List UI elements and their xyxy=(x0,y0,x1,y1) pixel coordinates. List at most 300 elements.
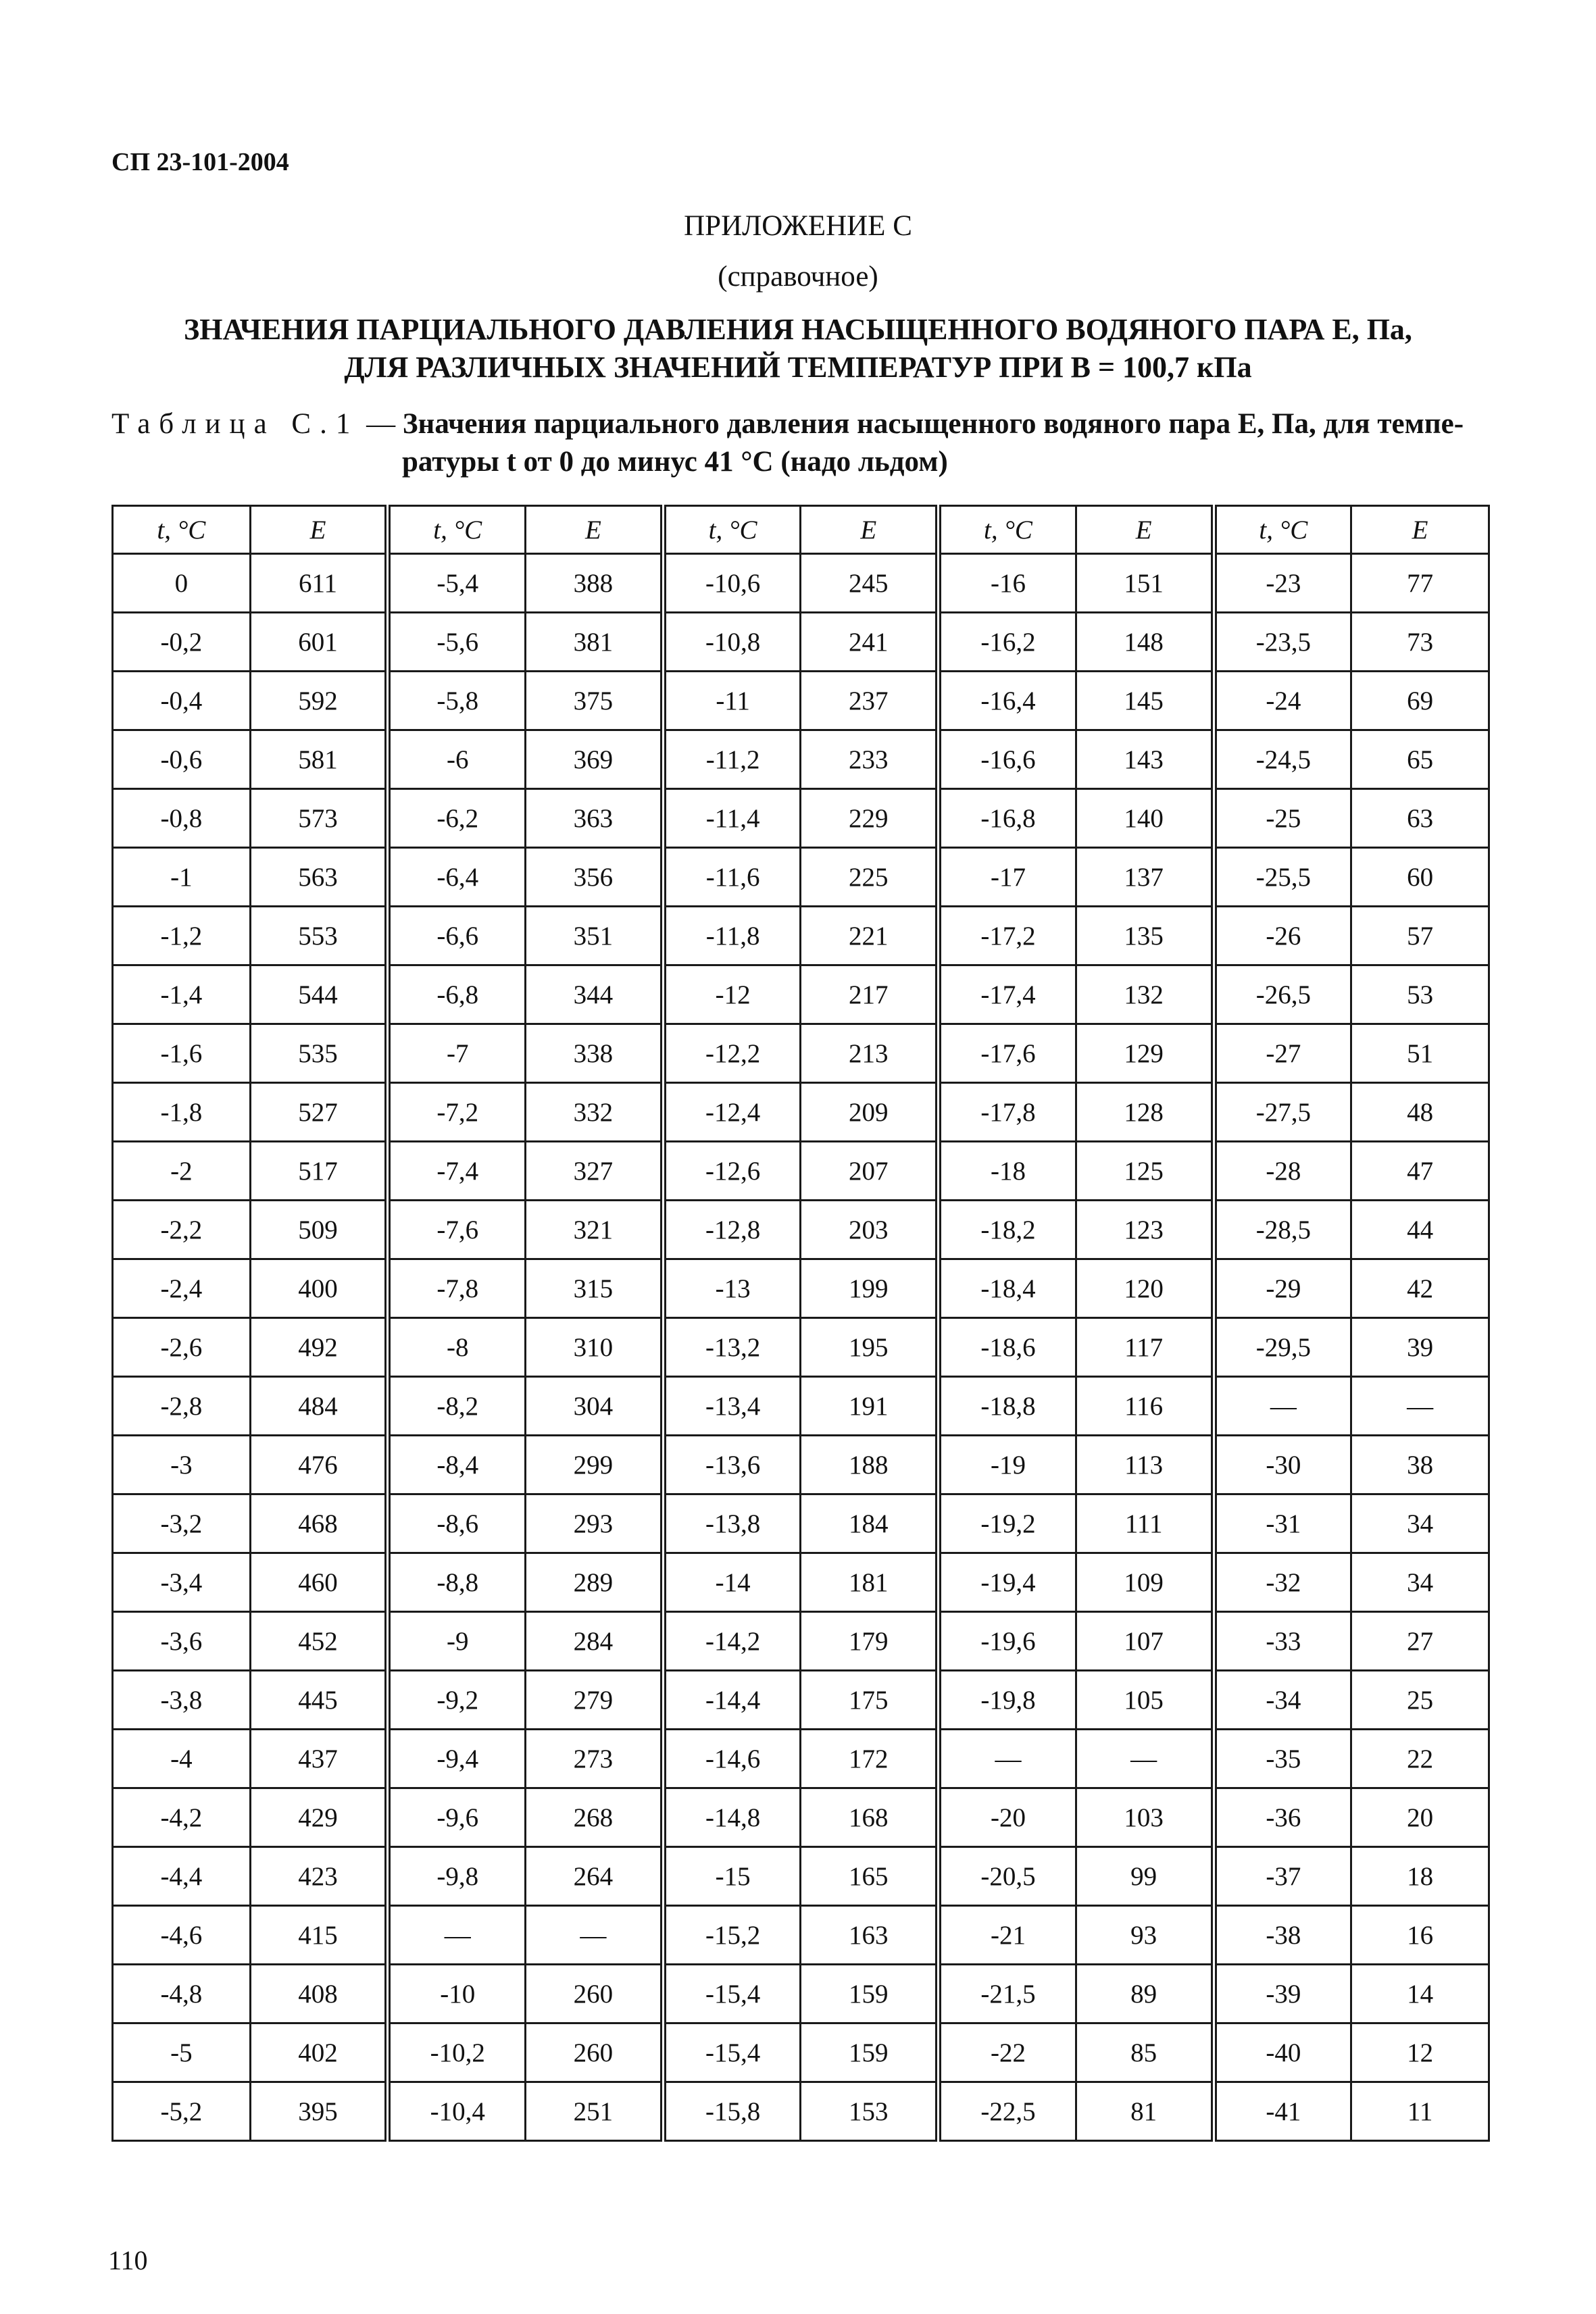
table-row xyxy=(113,1377,1489,1436)
temperature-cell: -1,8 xyxy=(113,1083,251,1142)
temperature-cell: -16,6 xyxy=(939,730,1076,789)
temperature-cell: -9 xyxy=(388,1612,526,1671)
pressure-cell: 51 xyxy=(1351,1024,1489,1083)
temperature-cell: -30 xyxy=(1214,1436,1351,1494)
temperature-cell: — xyxy=(388,1906,526,1965)
pressure-cell: 120 xyxy=(1076,1259,1214,1318)
temperature-cell: -14,4 xyxy=(663,1671,801,1730)
table-row xyxy=(113,1083,1489,1142)
temperature-cell: -1,2 xyxy=(113,907,251,965)
temperature-cell: -10,8 xyxy=(663,613,801,672)
pressure-cell: 18 xyxy=(1351,1847,1489,1906)
main-title-line1: ЗНАЧЕНИЯ ПАРЦИАЛЬНОГО ДАВЛЕНИЯ НАСЫЩЕННОГО ВОДЯНОГО ПАРА E, Па, xyxy=(184,313,1412,346)
pressure-cell: 179 xyxy=(801,1612,939,1671)
pressure-cell: 293 xyxy=(526,1494,664,1553)
column-header: E xyxy=(526,506,664,554)
temperature-cell: -4,8 xyxy=(113,1965,251,2023)
temperature-cell: -16 xyxy=(939,554,1076,613)
pressure-cell: 111 xyxy=(1076,1494,1214,1553)
temperature-cell: -10 xyxy=(388,1965,526,2023)
pressure-cell: 284 xyxy=(526,1612,664,1671)
pressure-cell: 93 xyxy=(1076,1906,1214,1965)
pressure-cell: 42 xyxy=(1351,1259,1489,1318)
temperature-cell: -21 xyxy=(939,1906,1076,1965)
temperature-cell: -27 xyxy=(1214,1024,1351,1083)
table-row xyxy=(113,1906,1489,1965)
pressure-cell: 251 xyxy=(526,2082,664,2141)
pressure-cell: 107 xyxy=(1076,1612,1214,1671)
table-row xyxy=(113,1671,1489,1730)
pressure-cell: 135 xyxy=(1076,907,1214,965)
table-row xyxy=(113,2082,1489,2141)
temperature-cell: -10,6 xyxy=(663,554,801,613)
temperature-cell: -17,8 xyxy=(939,1083,1076,1142)
column-header: E xyxy=(250,506,388,554)
temperature-cell: -3,6 xyxy=(113,1612,251,1671)
temperature-cell: -26,5 xyxy=(1214,965,1351,1024)
pressure-cell: 395 xyxy=(250,2082,388,2141)
table-row xyxy=(113,965,1489,1024)
pressure-cell: 188 xyxy=(801,1436,939,1494)
pressure-cell: 16 xyxy=(1351,1906,1489,1965)
temperature-cell: -14 xyxy=(663,1553,801,1612)
temperature-cell: -41 xyxy=(1214,2082,1351,2141)
column-header: E xyxy=(1076,506,1214,554)
temperature-cell: — xyxy=(1214,1377,1351,1436)
temperature-cell: -11,2 xyxy=(663,730,801,789)
temperature-cell: -6,8 xyxy=(388,965,526,1024)
pressure-cell: 381 xyxy=(526,613,664,672)
temperature-cell: -0,6 xyxy=(113,730,251,789)
pressure-cell: 48 xyxy=(1351,1083,1489,1142)
pressure-cell: 509 xyxy=(250,1201,388,1259)
table-row xyxy=(113,1024,1489,1083)
pressure-cell: 402 xyxy=(250,2023,388,2082)
temperature-cell: -13,6 xyxy=(663,1436,801,1494)
vapor-pressure-table xyxy=(111,505,1490,2142)
temperature-cell: -37 xyxy=(1214,1847,1351,1906)
pressure-cell: 159 xyxy=(801,1965,939,2023)
temperature-cell: -8,2 xyxy=(388,1377,526,1436)
pressure-cell: 81 xyxy=(1076,2082,1214,2141)
column-header: t, °С xyxy=(1214,506,1351,554)
pressure-cell: 11 xyxy=(1351,2082,1489,2141)
temperature-cell: 0 xyxy=(113,554,251,613)
temperature-cell: -6,2 xyxy=(388,789,526,848)
table-row xyxy=(113,1730,1489,1788)
pressure-cell: 143 xyxy=(1076,730,1214,789)
column-header: t, °С xyxy=(113,506,251,554)
temperature-cell: -1 xyxy=(113,848,251,907)
temperature-cell: -40 xyxy=(1214,2023,1351,2082)
pressure-cell: 140 xyxy=(1076,789,1214,848)
pressure-cell: 221 xyxy=(801,907,939,965)
pressure-cell: 369 xyxy=(526,730,664,789)
pressure-cell: 132 xyxy=(1076,965,1214,1024)
pressure-cell: — xyxy=(1351,1377,1489,1436)
temperature-cell: -39 xyxy=(1214,1965,1351,2023)
temperature-cell: -23 xyxy=(1214,554,1351,613)
table-row xyxy=(113,1436,1489,1494)
pressure-cell: 116 xyxy=(1076,1377,1214,1436)
pressure-cell: 53 xyxy=(1351,965,1489,1024)
page-number: 110 xyxy=(108,2245,148,2275)
temperature-cell: -29 xyxy=(1214,1259,1351,1318)
pressure-cell: 151 xyxy=(1076,554,1214,613)
pressure-cell: 517 xyxy=(250,1142,388,1201)
temperature-cell: — xyxy=(939,1730,1076,1788)
pressure-cell: 563 xyxy=(250,848,388,907)
temperature-cell: -14,2 xyxy=(663,1612,801,1671)
pressure-cell: 408 xyxy=(250,1965,388,2023)
document-code: СП 23-101-2004 xyxy=(111,148,289,176)
temperature-cell: -4,6 xyxy=(113,1906,251,1965)
temperature-cell: -18,6 xyxy=(939,1318,1076,1377)
temperature-cell: -12,4 xyxy=(663,1083,801,1142)
pressure-cell: 437 xyxy=(250,1730,388,1788)
column-header: E xyxy=(801,506,939,554)
temperature-cell: -3,4 xyxy=(113,1553,251,1612)
pressure-cell: 213 xyxy=(801,1024,939,1083)
temperature-cell: -17,4 xyxy=(939,965,1076,1024)
table-body xyxy=(113,554,1489,2141)
pressure-cell: 60 xyxy=(1351,848,1489,907)
pressure-cell: 117 xyxy=(1076,1318,1214,1377)
pressure-cell: 423 xyxy=(250,1847,388,1906)
pressure-cell: 39 xyxy=(1351,1318,1489,1377)
pressure-cell: 573 xyxy=(250,789,388,848)
pressure-cell: 181 xyxy=(801,1553,939,1612)
pressure-cell: 264 xyxy=(526,1847,664,1906)
table-row xyxy=(113,613,1489,672)
temperature-cell: -15 xyxy=(663,1847,801,1906)
pressure-cell: — xyxy=(526,1906,664,1965)
temperature-cell: -5,2 xyxy=(113,2082,251,2141)
temperature-cell: -10,4 xyxy=(388,2082,526,2141)
table-row xyxy=(113,1612,1489,1671)
pressure-cell: 484 xyxy=(250,1377,388,1436)
pressure-cell: 148 xyxy=(1076,613,1214,672)
temperature-cell: -5 xyxy=(113,2023,251,2082)
temperature-cell: -3,2 xyxy=(113,1494,251,1553)
pressure-cell: 581 xyxy=(250,730,388,789)
temperature-cell: -11,8 xyxy=(663,907,801,965)
pressure-cell: 237 xyxy=(801,672,939,730)
temperature-cell: -7,4 xyxy=(388,1142,526,1201)
table-header xyxy=(113,506,1489,554)
pressure-cell: 77 xyxy=(1351,554,1489,613)
temperature-cell: -28,5 xyxy=(1214,1201,1351,1259)
table-caption-text-line2: ратуры t от 0 до минус 41 °С (надо льдом) xyxy=(402,446,948,478)
pressure-cell: 125 xyxy=(1076,1142,1214,1201)
pressure-cell: 34 xyxy=(1351,1494,1489,1553)
temperature-cell: -21,5 xyxy=(939,1965,1076,2023)
pressure-cell: 153 xyxy=(801,2082,939,2141)
temperature-cell: -15,8 xyxy=(663,2082,801,2141)
table-row xyxy=(113,848,1489,907)
table-caption-dash: — xyxy=(359,408,403,440)
pressure-cell: 327 xyxy=(526,1142,664,1201)
temperature-cell: -2,2 xyxy=(113,1201,251,1259)
temperature-cell: -23,5 xyxy=(1214,613,1351,672)
temperature-cell: -12,6 xyxy=(663,1142,801,1201)
pressure-cell: 375 xyxy=(526,672,664,730)
pressure-cell: 225 xyxy=(801,848,939,907)
pressure-cell: 553 xyxy=(250,907,388,965)
pressure-cell: 209 xyxy=(801,1083,939,1142)
temperature-cell: -5,6 xyxy=(388,613,526,672)
temperature-cell: -17,6 xyxy=(939,1024,1076,1083)
temperature-cell: -7 xyxy=(388,1024,526,1083)
pressure-cell: 260 xyxy=(526,1965,664,2023)
temperature-cell: -18,8 xyxy=(939,1377,1076,1436)
temperature-cell: -32 xyxy=(1214,1553,1351,1612)
pressure-cell: 429 xyxy=(250,1788,388,1847)
table-row xyxy=(113,1318,1489,1377)
pressure-cell: 47 xyxy=(1351,1142,1489,1201)
pressure-cell: 388 xyxy=(526,554,664,613)
temperature-cell: -6,4 xyxy=(388,848,526,907)
pressure-cell: 103 xyxy=(1076,1788,1214,1847)
pressure-cell: 145 xyxy=(1076,672,1214,730)
temperature-cell: -16,4 xyxy=(939,672,1076,730)
pressure-cell: 611 xyxy=(250,554,388,613)
pressure-cell: 123 xyxy=(1076,1201,1214,1259)
temperature-cell: -2,4 xyxy=(113,1259,251,1318)
pressure-cell: 304 xyxy=(526,1377,664,1436)
column-header: t, °С xyxy=(939,506,1076,554)
temperature-cell: -3 xyxy=(113,1436,251,1494)
temperature-cell: -2,8 xyxy=(113,1377,251,1436)
pressure-cell: 129 xyxy=(1076,1024,1214,1083)
pressure-cell: 175 xyxy=(801,1671,939,1730)
temperature-cell: -13,4 xyxy=(663,1377,801,1436)
pressure-cell: 73 xyxy=(1351,613,1489,672)
temperature-cell: -27,5 xyxy=(1214,1083,1351,1142)
pressure-cell: 137 xyxy=(1076,848,1214,907)
temperature-cell: -19,8 xyxy=(939,1671,1076,1730)
pressure-cell: 99 xyxy=(1076,1847,1214,1906)
temperature-cell: -29,5 xyxy=(1214,1318,1351,1377)
temperature-cell: -7,6 xyxy=(388,1201,526,1259)
column-header: t, °С xyxy=(663,506,801,554)
temperature-cell: -14,8 xyxy=(663,1788,801,1847)
temperature-cell: -4,2 xyxy=(113,1788,251,1847)
table-caption-label: Таблица С.1 xyxy=(111,408,359,440)
table-caption xyxy=(111,405,1497,481)
temperature-cell: -8,4 xyxy=(388,1436,526,1494)
pressure-cell: 356 xyxy=(526,848,664,907)
temperature-cell: -14,6 xyxy=(663,1730,801,1788)
temperature-cell: -6,6 xyxy=(388,907,526,965)
temperature-cell: -16,2 xyxy=(939,613,1076,672)
pressure-cell: 109 xyxy=(1076,1553,1214,1612)
temperature-cell: -2 xyxy=(113,1142,251,1201)
temperature-cell: -8,8 xyxy=(388,1553,526,1612)
pressure-cell: 38 xyxy=(1351,1436,1489,1494)
pressure-cell: 273 xyxy=(526,1730,664,1788)
temperature-cell: -33 xyxy=(1214,1612,1351,1671)
pressure-cell: 315 xyxy=(526,1259,664,1318)
temperature-cell: -35 xyxy=(1214,1730,1351,1788)
column-header: t, °С xyxy=(388,506,526,554)
table-header-row xyxy=(113,506,1489,554)
pressure-cell: 12 xyxy=(1351,2023,1489,2082)
pressure-cell: 217 xyxy=(801,965,939,1024)
temperature-cell: -9,2 xyxy=(388,1671,526,1730)
pressure-cell: 57 xyxy=(1351,907,1489,965)
table-row xyxy=(113,907,1489,965)
pressure-cell: 241 xyxy=(801,613,939,672)
pressure-cell: 400 xyxy=(250,1259,388,1318)
pressure-cell: 195 xyxy=(801,1318,939,1377)
pressure-cell: 460 xyxy=(250,1553,388,1612)
table-row xyxy=(113,672,1489,730)
temperature-cell: -15,4 xyxy=(663,2023,801,2082)
pressure-cell: 199 xyxy=(801,1259,939,1318)
pressure-cell: 105 xyxy=(1076,1671,1214,1730)
table-caption-text: Значения парциального давления насыщенного водяного пара E, Па, для темпе- xyxy=(402,408,1464,440)
temperature-cell: -18 xyxy=(939,1142,1076,1201)
temperature-cell: -8 xyxy=(388,1318,526,1377)
pressure-cell: 268 xyxy=(526,1788,664,1847)
table-row xyxy=(113,1201,1489,1259)
table-row xyxy=(113,1259,1489,1318)
pressure-cell: 27 xyxy=(1351,1612,1489,1671)
temperature-cell: -11 xyxy=(663,672,801,730)
pressure-cell: 321 xyxy=(526,1201,664,1259)
pressure-cell: 535 xyxy=(250,1024,388,1083)
temperature-cell: -4,4 xyxy=(113,1847,251,1906)
temperature-cell: -13 xyxy=(663,1259,801,1318)
pressure-cell: 172 xyxy=(801,1730,939,1788)
pressure-cell: 44 xyxy=(1351,1201,1489,1259)
temperature-cell: -20,5 xyxy=(939,1847,1076,1906)
temperature-cell: -10,2 xyxy=(388,2023,526,2082)
pressure-cell: 468 xyxy=(250,1494,388,1553)
table-row xyxy=(113,1494,1489,1553)
pressure-cell: 168 xyxy=(801,1788,939,1847)
temperature-cell: -25,5 xyxy=(1214,848,1351,907)
table-row xyxy=(113,730,1489,789)
pressure-cell: 233 xyxy=(801,730,939,789)
appendix-note: (справочное) xyxy=(718,261,878,293)
pressure-cell: 260 xyxy=(526,2023,664,2082)
pressure-cell: 592 xyxy=(250,672,388,730)
pressure-cell: 544 xyxy=(250,965,388,1024)
pressure-cell: 207 xyxy=(801,1142,939,1201)
main-title-line2: ДЛЯ РАЗЛИЧНЫХ ЗНАЧЕНИЙ ТЕМПЕРАТУР ПРИ B = 100,7 кПа xyxy=(344,351,1252,384)
pressure-cell: 344 xyxy=(526,965,664,1024)
temperature-cell: -1,6 xyxy=(113,1024,251,1083)
temperature-cell: -7,8 xyxy=(388,1259,526,1318)
pressure-cell: 191 xyxy=(801,1377,939,1436)
pressure-cell: 279 xyxy=(526,1671,664,1730)
pressure-cell: 25 xyxy=(1351,1671,1489,1730)
temperature-cell: -19,6 xyxy=(939,1612,1076,1671)
temperature-cell: -36 xyxy=(1214,1788,1351,1847)
temperature-cell: -1,4 xyxy=(113,965,251,1024)
pressure-cell: 363 xyxy=(526,789,664,848)
temperature-cell: -9,8 xyxy=(388,1847,526,1906)
table-row xyxy=(113,789,1489,848)
temperature-cell: -15,2 xyxy=(663,1906,801,1965)
temperature-cell: -13,8 xyxy=(663,1494,801,1553)
temperature-cell: -18,2 xyxy=(939,1201,1076,1259)
temperature-cell: -19,2 xyxy=(939,1494,1076,1553)
pressure-cell: 527 xyxy=(250,1083,388,1142)
pressure-cell: 203 xyxy=(801,1201,939,1259)
pressure-cell: 34 xyxy=(1351,1553,1489,1612)
temperature-cell: -8,6 xyxy=(388,1494,526,1553)
temperature-cell: -2,6 xyxy=(113,1318,251,1377)
temperature-cell: -34 xyxy=(1214,1671,1351,1730)
table-row xyxy=(113,1553,1489,1612)
temperature-cell: -31 xyxy=(1214,1494,1351,1553)
table-row xyxy=(113,2023,1489,2082)
temperature-cell: -0,4 xyxy=(113,672,251,730)
pressure-cell: 245 xyxy=(801,554,939,613)
temperature-cell: -22 xyxy=(939,2023,1076,2082)
temperature-cell: -5,4 xyxy=(388,554,526,613)
temperature-cell: -0,2 xyxy=(113,613,251,672)
temperature-cell: -7,2 xyxy=(388,1083,526,1142)
table-row xyxy=(113,1142,1489,1201)
pressure-cell: 445 xyxy=(250,1671,388,1730)
temperature-cell: -3,8 xyxy=(113,1671,251,1730)
temperature-cell: -16,8 xyxy=(939,789,1076,848)
pressure-cell: 332 xyxy=(526,1083,664,1142)
temperature-cell: -9,4 xyxy=(388,1730,526,1788)
pressure-cell: 14 xyxy=(1351,1965,1489,2023)
pressure-cell: 63 xyxy=(1351,789,1489,848)
temperature-cell: -13,2 xyxy=(663,1318,801,1377)
temperature-cell: -17,2 xyxy=(939,907,1076,965)
pressure-cell: 184 xyxy=(801,1494,939,1553)
table-row xyxy=(113,1965,1489,2023)
temperature-cell: -17 xyxy=(939,848,1076,907)
temperature-cell: -12 xyxy=(663,965,801,1024)
temperature-cell: -19 xyxy=(939,1436,1076,1494)
pressure-cell: 163 xyxy=(801,1906,939,1965)
pressure-cell: 113 xyxy=(1076,1436,1214,1494)
temperature-cell: -12,8 xyxy=(663,1201,801,1259)
pressure-cell: 476 xyxy=(250,1436,388,1494)
pressure-cell: 22 xyxy=(1351,1730,1489,1788)
appendix-title: ПРИЛОЖЕНИЕ С xyxy=(684,210,912,242)
table-row xyxy=(113,554,1489,613)
pressure-cell: 128 xyxy=(1076,1083,1214,1142)
temperature-cell: -24 xyxy=(1214,672,1351,730)
pressure-cell: 69 xyxy=(1351,672,1489,730)
table-row xyxy=(113,1788,1489,1847)
temperature-cell: -9,6 xyxy=(388,1788,526,1847)
temperature-cell: -24,5 xyxy=(1214,730,1351,789)
pressure-cell: 159 xyxy=(801,2023,939,2082)
temperature-cell: -25 xyxy=(1214,789,1351,848)
temperature-cell: -26 xyxy=(1214,907,1351,965)
pressure-cell: 452 xyxy=(250,1612,388,1671)
temperature-cell: -22,5 xyxy=(939,2082,1076,2141)
temperature-cell: -11,4 xyxy=(663,789,801,848)
pressure-cell: 338 xyxy=(526,1024,664,1083)
temperature-cell: -28 xyxy=(1214,1142,1351,1201)
pressure-cell: 310 xyxy=(526,1318,664,1377)
main-title xyxy=(68,311,1528,386)
pressure-cell: — xyxy=(1076,1730,1214,1788)
column-header: E xyxy=(1351,506,1489,554)
pressure-cell: 415 xyxy=(250,1906,388,1965)
